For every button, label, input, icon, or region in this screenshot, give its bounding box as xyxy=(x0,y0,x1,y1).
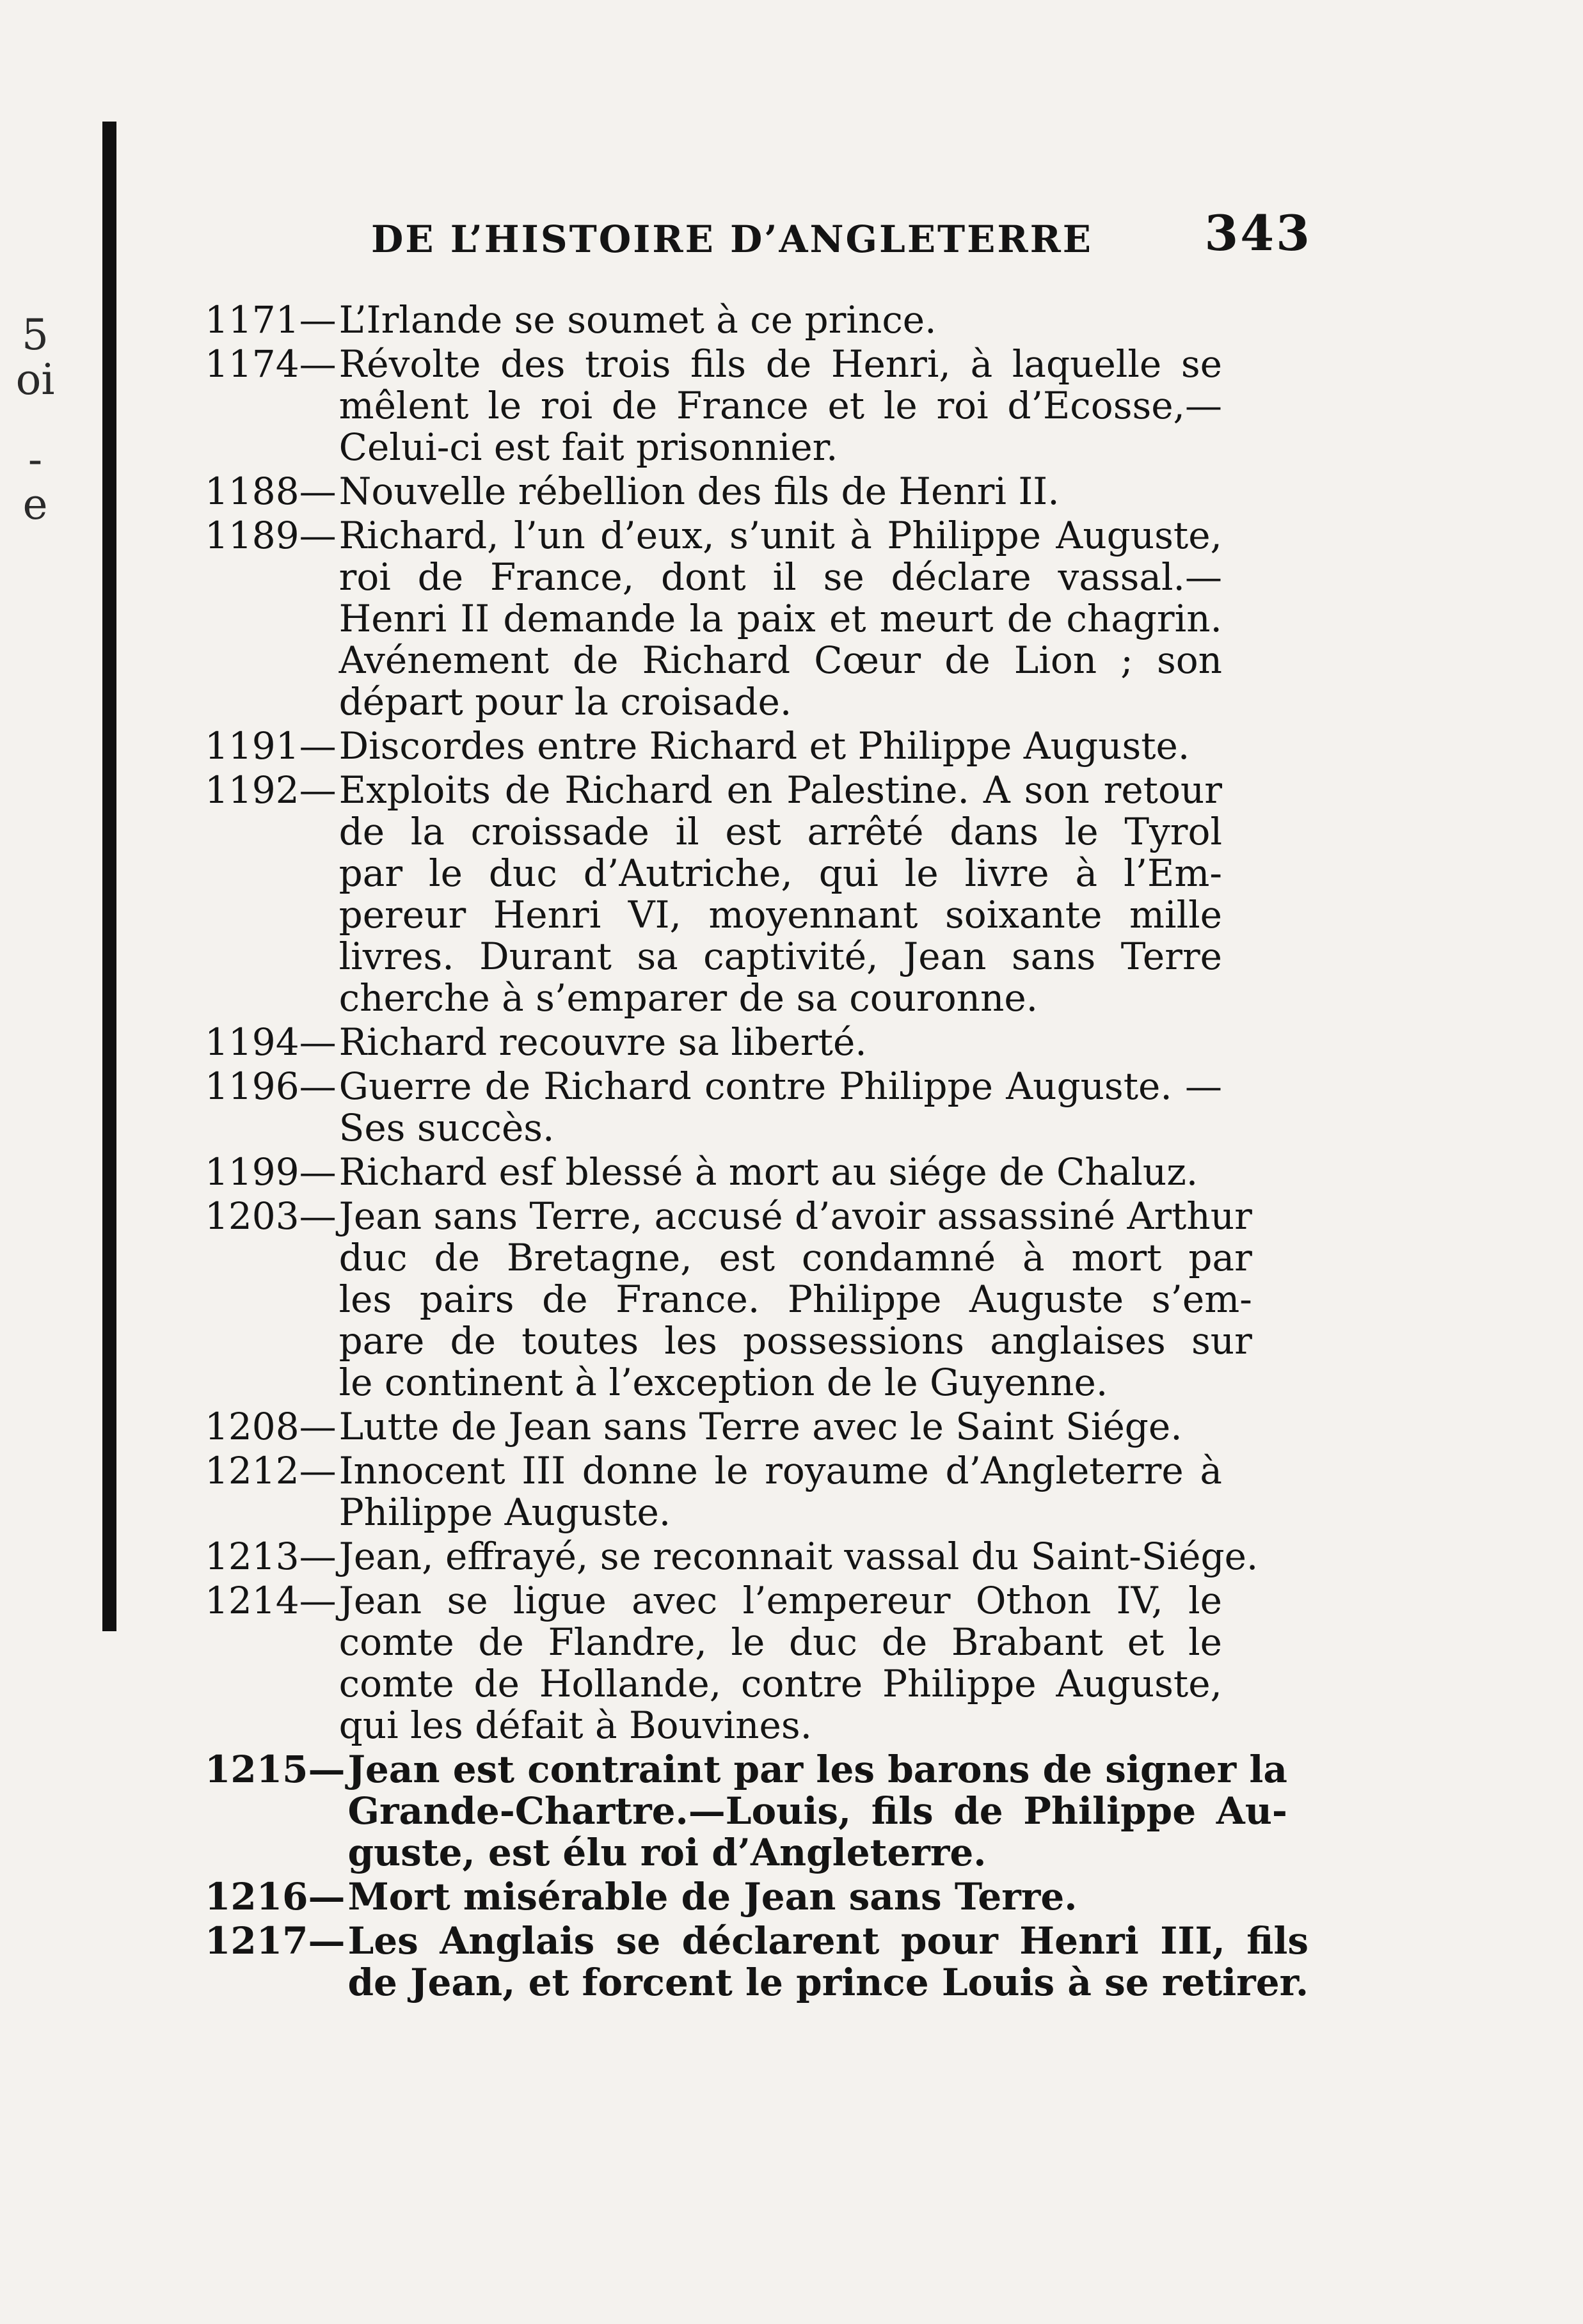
entry-line: Innocent III donne le royaume d’Angleterre à xyxy=(338,1449,1222,1492)
entry-line: Nouvelle rébellion des fils de Henri II. xyxy=(338,470,1060,513)
chronology-entry xyxy=(205,1022,1222,1063)
entry-line: Richard esf blessé à mort au siége de Chaluz. xyxy=(338,1150,1198,1194)
entry-dash: — xyxy=(299,298,337,342)
entry-line: Henri II demande la paix et meurt de chagrin. xyxy=(338,597,1222,640)
entry-dash: — xyxy=(308,1875,346,1918)
entry-year: 1208 xyxy=(205,1405,299,1448)
entry-dash: — xyxy=(308,1919,346,1963)
entry-dash: — xyxy=(299,470,337,513)
entry-line: Mort misérable de Jean sans Terre. xyxy=(347,1875,1078,1918)
entry-dash: — xyxy=(299,1405,337,1448)
entry-line: de la croissade il est arrêté dans le Tyrol xyxy=(338,810,1222,853)
chronology-entry xyxy=(205,515,1222,723)
chronology-entry xyxy=(205,344,1222,468)
entry-line: le continent à l’exception de le Guyenne. xyxy=(338,1361,1108,1404)
entry-line: Grande-Chartre.—Louis, fils de Philippe Au- xyxy=(347,1789,1287,1833)
entry-year: 1213 xyxy=(205,1535,299,1578)
entry-dash: — xyxy=(299,1194,337,1238)
entry-year: 1194 xyxy=(205,1020,299,1064)
chronology-entry xyxy=(205,1748,1287,1874)
entry-text xyxy=(339,1022,1222,1063)
entry-year: 1199 xyxy=(205,1150,299,1194)
margin-glyph: 5 xyxy=(22,310,49,360)
entry-line: comte de Flandre, le duc de Brabant et le xyxy=(338,1620,1222,1664)
entry-line: Avénement de Richard Cœur de Lion ; son xyxy=(338,638,1222,682)
chronology-entry xyxy=(205,1580,1222,1746)
entry-line: comte de Hollande, contre Philippe Auguste, xyxy=(338,1662,1222,1705)
entry-text xyxy=(339,1151,1222,1193)
running-title: DE L’HISTOIRE D’ANGLETERRE xyxy=(371,217,1094,261)
entry-line: cherche à s’emparer de sa couronne. xyxy=(338,976,1038,1020)
entry-text xyxy=(339,1580,1222,1746)
entry-line: pereur Henri VI, moyennant soixante mille xyxy=(338,893,1222,937)
margin-glyph: e xyxy=(22,480,48,529)
chronology-entry xyxy=(205,1406,1222,1448)
margin-glyph: oi xyxy=(15,355,55,404)
entry-year: 1215 xyxy=(205,1748,308,1791)
entry-line: Guerre de Richard contre Philippe Auguste. — xyxy=(338,1064,1222,1108)
chronology-entry xyxy=(205,725,1222,767)
entry-line: Exploits de Richard en Palestine. A son retour xyxy=(338,768,1222,812)
entry-line: par le duc d’Autriche, qui le livre à l’Em- xyxy=(338,851,1222,895)
entry-line: roi de France, dont il se déclare vassal.— xyxy=(338,555,1222,599)
entry-text xyxy=(347,1920,1309,2004)
entry-text xyxy=(339,770,1222,1019)
entry-text xyxy=(339,515,1222,723)
entry-dash: — xyxy=(308,1748,346,1791)
entry-line: mêlent le roi de France et le roi d’Ecosse,— xyxy=(338,384,1222,427)
entry-text xyxy=(339,471,1222,512)
chronology-entry xyxy=(205,770,1222,1019)
chronology-entry xyxy=(205,1151,1222,1193)
margin-glyph: - xyxy=(28,435,43,484)
chronology-entry xyxy=(205,1535,1259,1578)
entry-text xyxy=(347,1876,1222,1918)
entry-year: 1192 xyxy=(205,768,299,812)
entry-dash: — xyxy=(299,724,337,768)
entry-line: les pairs de France. Philippe Auguste s’em- xyxy=(338,1277,1252,1321)
entry-line: pare de toutes les possessions anglaises sur xyxy=(338,1319,1252,1363)
entry-year: 1214 xyxy=(205,1579,299,1622)
entry-line: Jean sans Terre, accusé d’avoir assassiné Arthur xyxy=(338,1194,1252,1238)
entry-dash: — xyxy=(299,1449,337,1492)
entry-text xyxy=(339,1536,1259,1577)
entry-line: guste, est élu roi d’Angleterre. xyxy=(347,1831,987,1874)
entry-text xyxy=(339,344,1222,468)
entry-year: 1171 xyxy=(205,298,299,342)
entry-line: Ses succès. xyxy=(338,1106,555,1150)
entry-dash: — xyxy=(299,514,337,557)
entry-line: Jean, effrayé, se reconnait vassal du Saint-Siége. xyxy=(338,1535,1259,1578)
entry-line: Les Anglais se déclarent pour Henri III, fils xyxy=(347,1919,1309,1963)
entry-line: Richard recouvre sa liberté. xyxy=(338,1020,867,1064)
page-number: 343 xyxy=(1204,205,1312,262)
entry-dash: — xyxy=(299,342,337,386)
entry-text xyxy=(347,1749,1287,1874)
entry-line: Révolte des trois fils de Henri, à laquelle se xyxy=(338,342,1222,386)
chronology-list xyxy=(205,298,1309,2006)
page-header xyxy=(371,205,1312,281)
entry-line: de Jean, et forcent le prince Louis à se retirer. xyxy=(347,1961,1309,2004)
entry-text xyxy=(339,1066,1222,1149)
entry-line: Discordes entre Richard et Philippe Auguste. xyxy=(338,724,1190,768)
entry-line: qui les défait à Bouvines. xyxy=(338,1703,813,1747)
entry-dash: — xyxy=(299,1150,337,1194)
entry-line: L’Irlande se soumet à ce prince. xyxy=(338,298,937,342)
entry-year: 1212 xyxy=(205,1449,299,1492)
chronology-entry xyxy=(205,1876,1222,1918)
entry-line: Jean est contraint par les barons de signer la xyxy=(347,1748,1287,1791)
binding-shadow xyxy=(102,122,116,1631)
chronology-entry xyxy=(205,1194,1252,1404)
entry-text xyxy=(339,299,1222,341)
entry-line: Jean se ligue avec l’empereur Othon IV, le xyxy=(338,1579,1222,1622)
entry-year: 1174 xyxy=(205,342,299,386)
entry-line: Celui-ci est fait prisonnier. xyxy=(338,425,838,469)
chronology-entry xyxy=(205,1450,1222,1533)
entry-dash: — xyxy=(299,1535,337,1578)
entry-line: Philippe Auguste. xyxy=(338,1490,671,1534)
entry-line: Richard, l’un d’eux, s’unit à Philippe Auguste, xyxy=(338,514,1222,557)
entry-year: 1188 xyxy=(205,470,299,513)
entry-year: 1191 xyxy=(205,724,299,768)
entry-dash: — xyxy=(299,768,337,812)
entry-year: 1217 xyxy=(205,1919,308,1963)
entry-year: 1189 xyxy=(205,514,299,557)
entry-text xyxy=(339,725,1222,767)
chronology-entry xyxy=(205,299,1222,341)
chronology-entry xyxy=(205,1066,1222,1149)
entry-dash: — xyxy=(299,1020,337,1064)
entry-line: duc de Bretagne, est condamné à mort par xyxy=(338,1236,1252,1279)
entry-year: 1216 xyxy=(205,1875,308,1918)
entry-line: livres. Durant sa captivité, Jean sans Terre xyxy=(338,935,1222,978)
entry-year: 1196 xyxy=(205,1064,299,1108)
chronology-entry xyxy=(205,1919,1309,2004)
entry-dash: — xyxy=(299,1064,337,1108)
chronology-entry xyxy=(205,471,1222,512)
entry-text xyxy=(339,1196,1252,1403)
entry-line: Lutte de Jean sans Terre avec le Saint Siége. xyxy=(338,1405,1182,1448)
entry-dash: — xyxy=(299,1579,337,1622)
entry-year: 1203 xyxy=(205,1194,299,1238)
entry-text xyxy=(339,1406,1222,1448)
entry-line: départ pour la croisade. xyxy=(338,680,792,723)
entry-text xyxy=(339,1450,1222,1533)
